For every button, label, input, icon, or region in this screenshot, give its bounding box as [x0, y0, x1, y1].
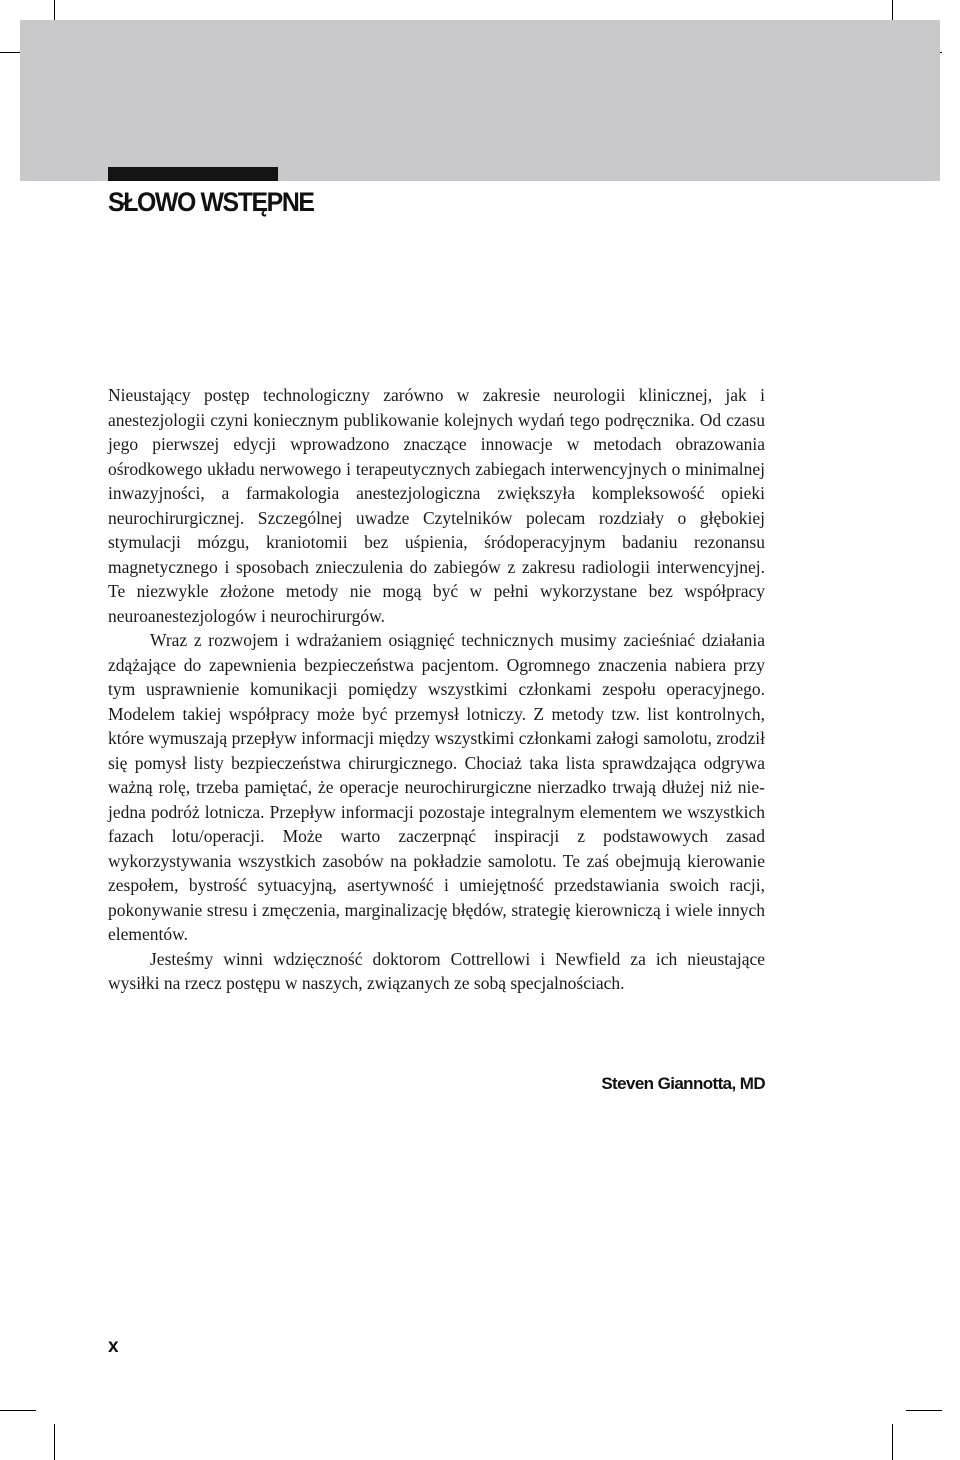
paragraph: Nieustający postęp technologiczny zarówno w zakresie neurologii klinicznej, jak i anestezjologii czyni koniecznym publikowanie kolejnych wydań tego podręcznika. Od czasu jego pierwszej edycji wprowadzono znaczące innowacje w metodach obrazowania ośrodkowego układu nerwowego i terapeutycznych zabiegach interwencyjnych o minimalnej inwazyjności, a farmakologia anestezjologiczna zwiększyła kompleksowość opieki neurochirurgicznej. Szczególnej uwadze Czytelników polecam rozdziały o głębokiej stymulacji mózgu, kraniotomii bez uśpienia, śródoperacyjnym badaniu rezonansu magnetycznego i sposobach znieczulenia do zabiegów z zakresu radiologii interwencyjnej. Te niezwykle złożone metody nie mogą być w pełni wykorzystane bez współpracy neuroanestezjologów i neurochirurgów.: [108, 385, 765, 626]
body-text: [108, 383, 765, 996]
author-signature: Steven Giannotta, MD: [601, 1074, 765, 1093]
crop-mark: [892, 1424, 893, 1460]
header-band: [20, 20, 940, 181]
page-number: x: [108, 1336, 119, 1357]
crop-mark: [906, 1410, 942, 1411]
chapter-title: SŁOWO WSTĘPNE: [108, 187, 314, 217]
crop-mark: [0, 1410, 36, 1411]
paragraph: Wraz z rozwojem i wdrażaniem osiągnięć technicznych musimy zacieśniać działania zdążające do zapewnienia bezpieczeństwa pacjentom. Ogromnego znaczenia nabiera przy tym usprawnienie komunikacji pomiędzy wszystkimi członkami zespołu operacyjnego. Modelem takiej współpracy może być przemysł lotniczy. Z metody tzw. list kontrolnych, które wymuszają przepływ informacji między wszystkimi członkami załogi samolotu, zrodził się pomysł listy bezpieczeństwa chirurgicznego. Chociaż taka lista sprawdzająca odgrywa ważną rolę, trzeba pamiętać, że operacje neurochirurgiczne nierzadko trwają dłużej niż niejedna podróż lotnicza. Przepływ informacji pozostaje integralnym elementem we wszystkich fazach lotu/operacji. Może warto zaczerpnąć inspiracji z podstawowych zasad wykorzystywania wszystkich zasobów na pokładzie samolotu. Te zaś obejmują kierowanie zespołem, bystrość sytuacyjną, asertywność i umiejętność przedstawiania swoich racji, pokonywanie stresu i zmęczenia, marginalizację błędów, strategię kierowniczą i wiele innych elementów.: [108, 630, 765, 944]
paragraph: Jesteśmy winni wdzięczność doktorom Cottrellowi i Newfield za ich nieustające wysiłki na rzecz postępu w naszych, związanych ze sobą specjalnościach.: [108, 948, 765, 993]
title-bar: [108, 167, 278, 181]
crop-mark: [54, 1424, 55, 1460]
